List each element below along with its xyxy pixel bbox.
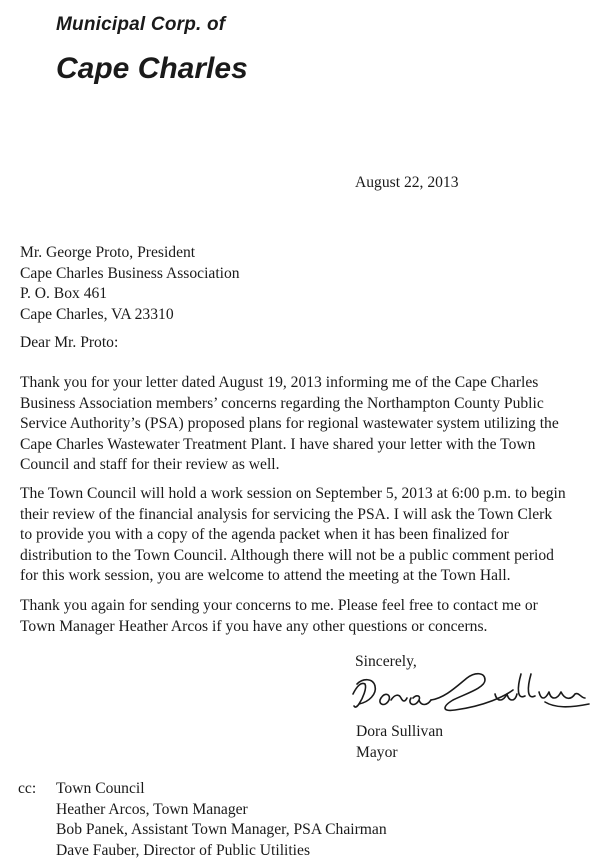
salutation: Dear Mr. Proto: [20, 334, 119, 351]
paragraph-line: The Town Council will hold a work session on September 5, 2013 at 6:00 p.m. to begin [20, 485, 566, 502]
paragraph-line: Town Manager Heather Arcos if you have any other questions or concerns. [20, 617, 488, 635]
cc-recipients [56, 779, 387, 861]
cc-label: cc: [18, 780, 37, 797]
cc-recipient: Heather Arcos, Town Manager [56, 800, 248, 818]
closing: Sincerely, [355, 653, 417, 670]
paragraph-line: Thank you again for sending your concerns to me. Please feel free to contact me or [20, 597, 538, 614]
body-paragraph-1 [20, 373, 595, 476]
signer-name: Dora Sullivan [356, 723, 444, 740]
recipient-line: P. O. Box 461 [20, 285, 108, 303]
letterhead-line-2: Cape Charles [56, 52, 248, 85]
cc-recipient: Bob Panek, Assistant Town Manager, PSA Chairman [56, 821, 387, 839]
cc-recipient: Dave Fauber, Director of Public Utilities [56, 841, 311, 859]
handwritten-signature [345, 664, 595, 727]
paragraph-line: their review of the financial analysis for servicing the PSA. I will ask the Town Clerk [20, 505, 553, 523]
recipient-line: Cape Charles, VA 23310 [20, 305, 174, 323]
cc-recipient: Town Council [56, 780, 145, 797]
recipient-line: Mr. George Proto, President [20, 244, 196, 261]
paragraph-line: for this work session, you are welcome to attend the meeting at the Town Hall. [20, 567, 511, 585]
recipient-line: Cape Charles Business Association [20, 264, 240, 282]
signer-block [356, 722, 443, 763]
paragraph-line: to provide you with a copy of the agenda packet when it has been finalized for [20, 526, 509, 544]
paragraph-line: Cape Charles Wastewater Treatment Plant. I have shared your letter with the Town [20, 435, 536, 453]
paragraph-line: Thank you for your letter dated August 19, 2013 informing me of the Cape Charles [20, 374, 539, 391]
letterhead-line-1: Municipal Corp. of [56, 14, 226, 35]
body-paragraph-2 [20, 484, 595, 587]
signature-icon [345, 664, 595, 722]
paragraph-line: Service Authority’s (PSA) proposed plans for regional wastewater system utilizing the [20, 415, 559, 433]
paragraph-line: Council and staff for their review as well. [20, 456, 280, 474]
letter-date: August 22, 2013 [355, 174, 459, 191]
paragraph-line: Business Association members’ concerns regarding the Northampton County Public [20, 394, 544, 412]
signer-title: Mayor [356, 743, 398, 761]
recipient-address [20, 243, 240, 325]
paragraph-line: distribution to the Town Council. Although there will not be a public comment period [20, 546, 554, 564]
body-paragraph-3 [20, 596, 595, 637]
